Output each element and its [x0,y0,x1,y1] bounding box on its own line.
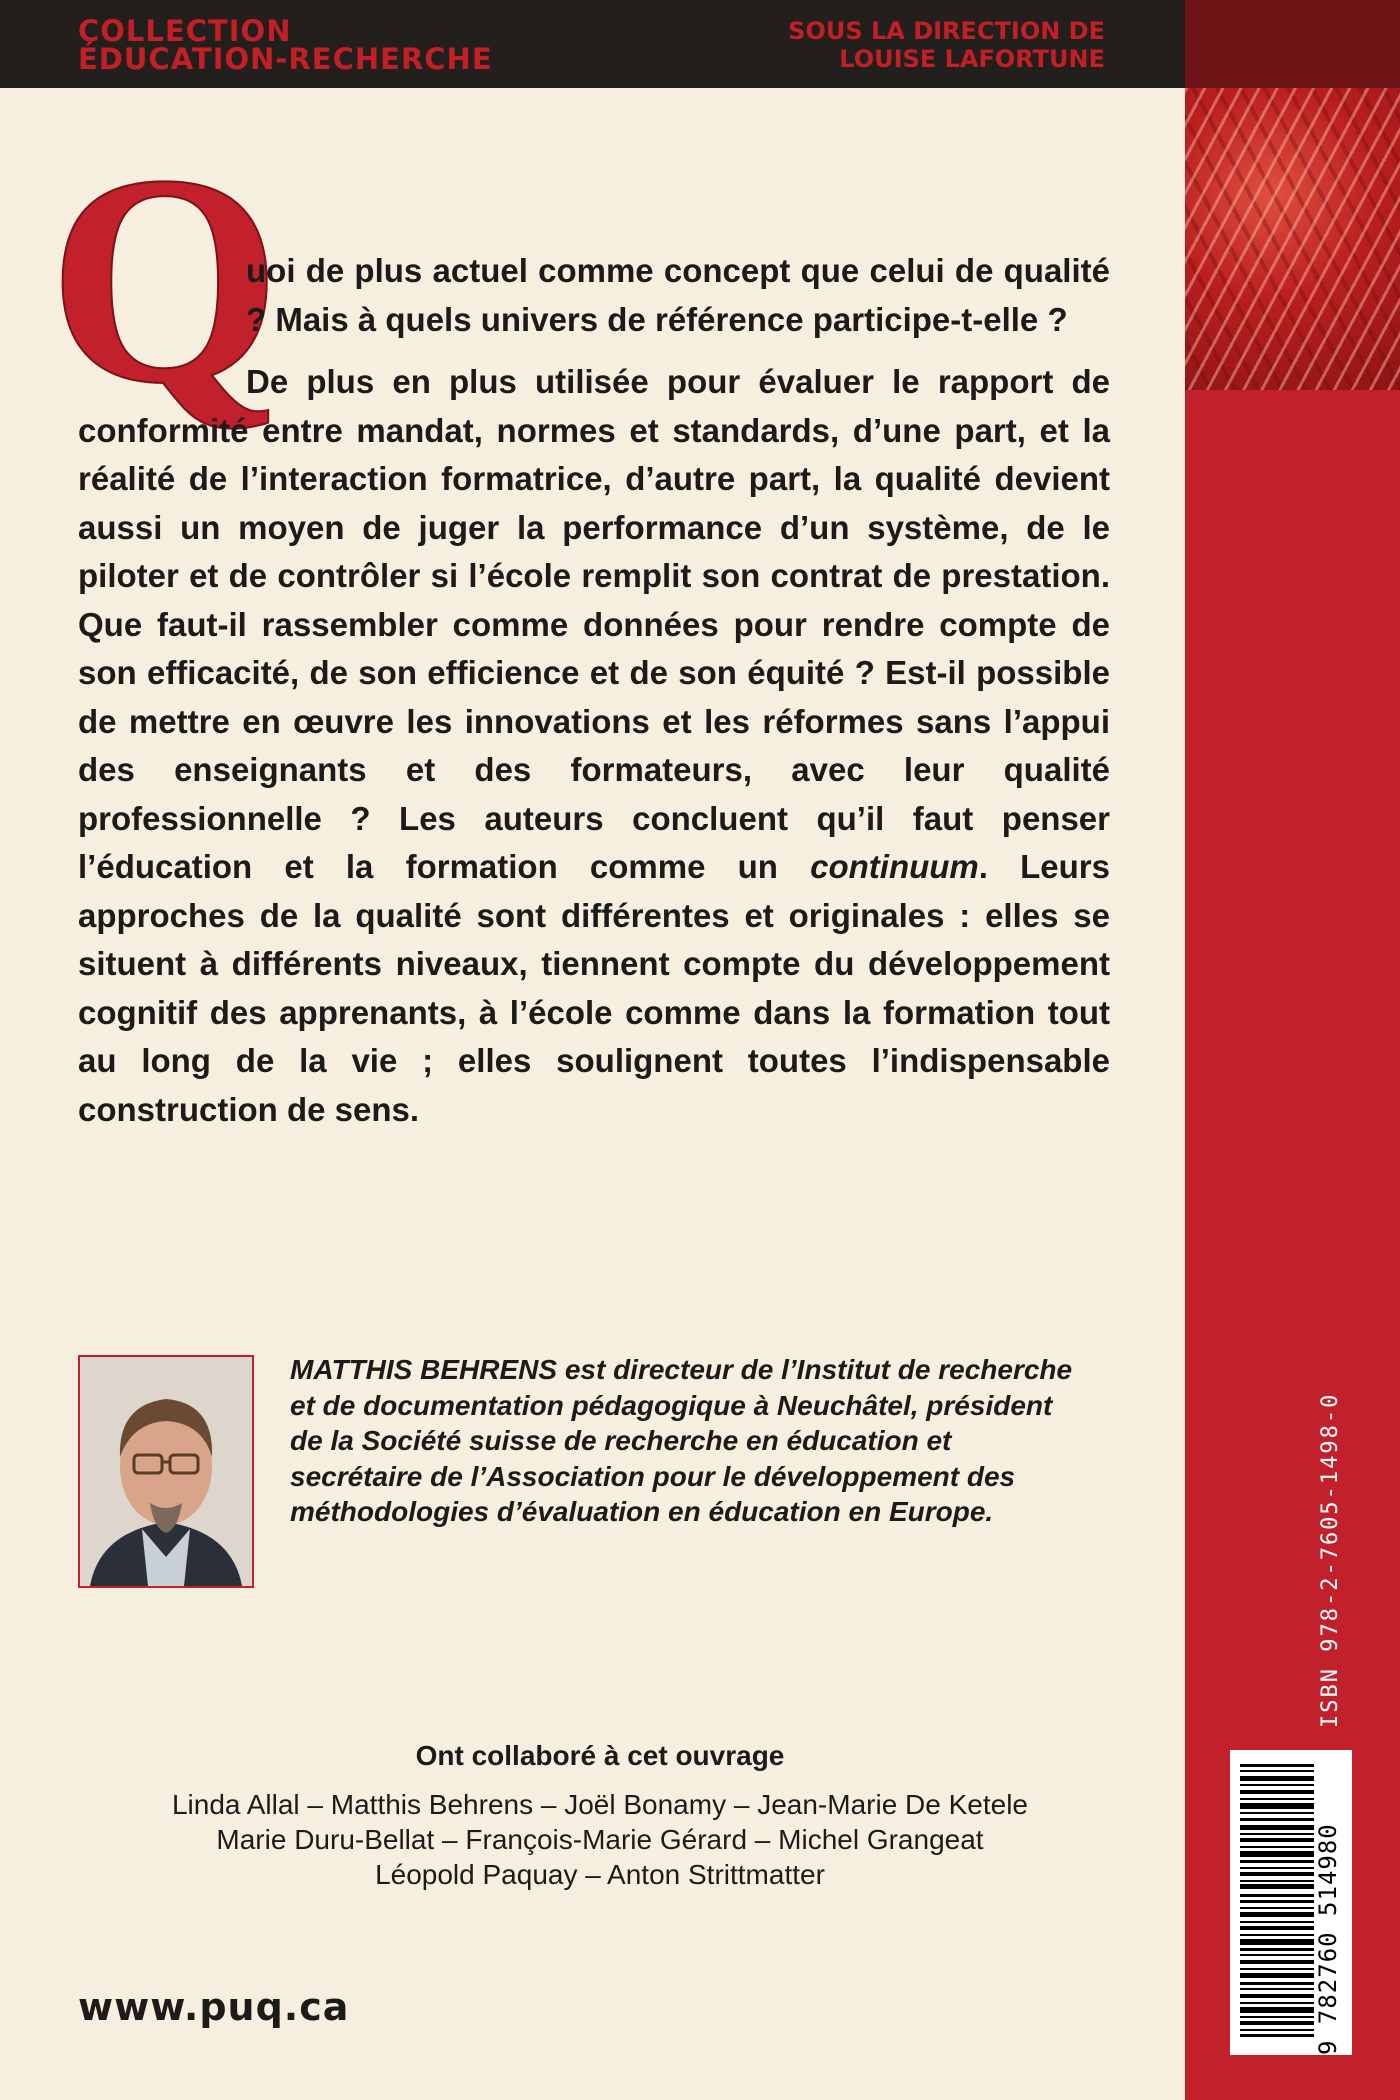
main-paragraph [78,358,1110,1134]
series-line-1: COLLECTION [78,14,292,48]
editor-credit [788,17,1105,73]
main-paragraph-part-2: . Leurs approches de la qualité sont différentes et originales : elles se situent à différents niveaux, tiennent compte du développement cognitif des apprenants, à l’école comme dans la formation tout au long de la vie ; elles soulignent toutes l’indispensable construction de sens. [78,848,1110,1128]
author-photo [78,1355,254,1588]
series-line-2: ÉDUCATION-RECHERCHE [78,42,493,76]
barcode-number: 9 782760 514980 [1314,1823,1342,2055]
barcode-bars [1240,1764,1314,2040]
collaborators-line: Marie Duru-Bellat – François-Marie Gérard – Michel Grangeat [216,1824,984,1855]
summary-text [78,247,1110,1134]
isbn-label: ISBN 978-2-7605-1498-0 [1318,1392,1343,1728]
collaborators-line: Linda Allal – Matthis Behrens – Joël Bonamy – Jean-Marie De Ketele [171,1789,1029,1820]
collaborators-list [100,1787,1100,1892]
publisher-website[interactable]: www.puq.ca [78,1985,350,2029]
barcode [1230,1750,1352,2055]
author-portrait [80,1357,252,1586]
editor-credit-line-1: SOUS LA DIRECTION DE [788,17,1105,45]
series-title [78,14,493,76]
editor-credit-line-2: LOUISE LAFORTUNE [839,45,1105,73]
collaborators-title: Ont collaboré à cet ouvrage [415,1740,785,1771]
side-band-top [1185,0,1400,88]
dropcap-letter: Q [48,113,282,445]
continuum-italic: continuum [810,848,979,885]
author-bio: MATTHIS BEHRENS est directeur de l’Institut de recherche et de documentation pédagogique à Neuchâtel, président de la Société suisse de recherche en éducation et secrétaire de l’Association pour le développement des méthodologies d’évaluation en éducation en Europe. [290,1354,1073,1527]
leaf-texture-image [1185,88,1400,390]
header-bar [0,0,1185,88]
collaborators-line: Léopold Paquay – Anton Strittmatter [375,1859,825,1890]
main-paragraph-part-1: De plus en plus utilisée pour évaluer le rapport de conformité entre mandat, normes et standards, d’une part, et la réalité de l’interaction formatrice, d’autre part, la qualité devient aussi un moyen de juger la performance d’un système, de le piloter et de contrôler si l’école remplit son contrat de prestation. Que faut-il rassembler comme données pour rendre compte de son efficacité, de son efficience et de son équité ? Est-il possible de mettre en œuvre les innovations et les réformes sans l’appui des enseignants et des formateurs, avec leur qualité professionnelle ? Les auteurs concluent qu’il faut penser l’éducation et la formation comme un [78,363,1110,885]
lead-paragraph: uoi de plus actuel comme concept que celui de qualité ? Mais à quels univers de référence participe-t-elle ? [246,252,1110,338]
